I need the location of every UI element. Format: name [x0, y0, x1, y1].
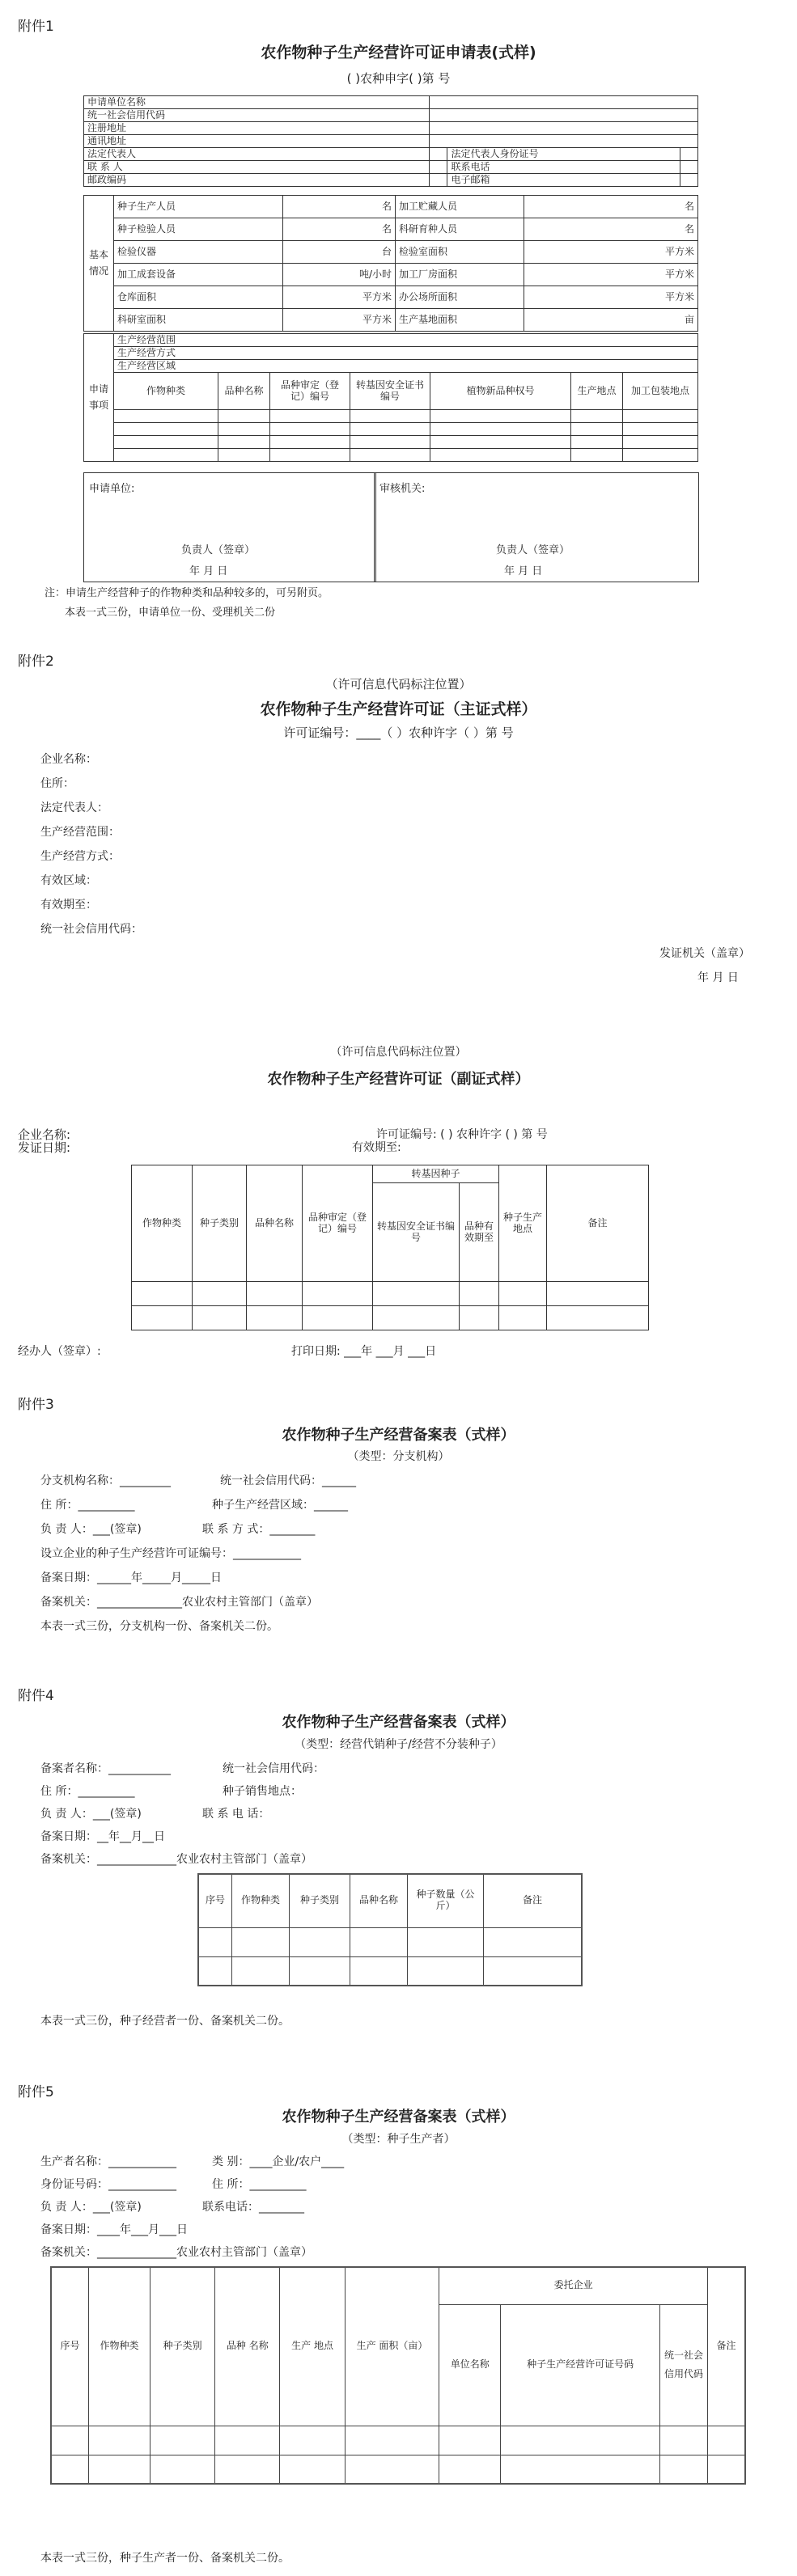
attachment-5-label: 附件5 [18, 2084, 54, 2100]
sub-company: 企业名称: [18, 1127, 71, 1142]
basic-unit: 平方米 [283, 309, 396, 332]
sub-print-date: 打印日期: ___年 ___月 ___日 [291, 1345, 437, 1358]
form3-type: （类型：分支机构） [347, 1450, 450, 1463]
form5-line: 本表一式三份，种子生产者一份、备案机关二份。 [40, 2552, 290, 2565]
sub-header: 作物种类 [132, 1165, 193, 1282]
form3-line: 负 责 人：___(签章) [40, 1523, 142, 1536]
apply-header: 植物新品种权号 [430, 373, 571, 410]
apply-header: 转基因安全证书编号 [350, 373, 430, 410]
license-number-line: 许可证编号：____（ ）农种许字（ ）第 号 [283, 725, 514, 740]
review-responsible: 负责人（签章） [496, 544, 570, 556]
basic-cell: 加工成套设备 [114, 264, 283, 286]
form4-header: 作物种类 [232, 1874, 290, 1927]
form3-line: 备案日期：______年_____月_____日 [40, 1571, 222, 1584]
form3-line: 设立企业的种子生产经营许可证编号：____________ [40, 1547, 301, 1560]
basic-unit: 亩 [524, 309, 698, 332]
form4-header: 序号 [198, 1874, 232, 1927]
row-label: 联系电话 [447, 161, 680, 174]
form4-line: 联 系 电 话： [202, 1808, 270, 1821]
form5-title: 农作物种子生产经营备案表（式样） [282, 2109, 515, 2126]
applicant-label: 申请单位: [89, 483, 135, 495]
sub-number: 许可证编号: ( ) 农种许字 ( ) 第 号 [376, 1128, 548, 1141]
basic-unit: 名 [283, 218, 396, 241]
basic-cell: 科研室面积 [114, 309, 283, 332]
license-code-position: （许可信息代码标注位置） [325, 677, 472, 692]
form4-line: 本表一式三份，种子经营者一份、备案机关二份。 [40, 2015, 290, 2028]
license-field: 法定代表人： [40, 802, 108, 814]
review-label: 审核机关: [379, 483, 426, 495]
basic-unit: 平方米 [283, 286, 396, 309]
apply-header: 品种审定（登记）编号 [270, 373, 350, 410]
applicant-responsible: 负责人（签章） [181, 544, 256, 556]
form4-line: 备案者名称：___________ [40, 1762, 171, 1775]
form5-line: 备案日期：____年___月___日 [40, 2223, 188, 2236]
license-field: 住所： [40, 777, 74, 790]
form5-line: 住 所：__________ [212, 2178, 307, 2191]
form3-line: 统一社会信用代码：______ [220, 1474, 356, 1487]
form5-header: 作物种类 [89, 2267, 150, 2426]
attachment-2-label: 附件2 [18, 654, 54, 670]
row-label: 统一社会信用代码 [84, 109, 430, 122]
form4-line: 备案日期：__年__月__日 [40, 1830, 165, 1843]
basic-label: 基本情况 [84, 196, 114, 332]
basic-cell: 科研育种人员 [396, 218, 524, 241]
form5-type: （类型：种子生产者） [341, 2133, 456, 2146]
apply-header: 生产地点 [571, 373, 623, 410]
basic-cell: 仓库面积 [114, 286, 283, 309]
basic-cell: 检验室面积 [396, 241, 524, 264]
form1-apply-table [83, 333, 698, 462]
apply-row: 生产经营区域 [114, 360, 698, 373]
form5-line: 联系电话：________ [202, 2201, 304, 2214]
sub-header: 转基因安全证书编号 [373, 1183, 460, 1282]
attachment-3-label: 附件3 [18, 1397, 54, 1413]
form4-table [197, 1873, 583, 1986]
form4-header: 备注 [484, 1874, 583, 1927]
sub-header: 品种名称 [247, 1165, 303, 1282]
sub-header: 种子生产地点 [499, 1165, 547, 1282]
form4-header: 种子类别 [290, 1874, 350, 1927]
form5-subheader: 统一社会信用代码 [660, 2304, 708, 2426]
applicant-date: 年 月 日 [189, 565, 228, 577]
apply-header: 加工包装地点 [623, 373, 698, 410]
row-label: 联 系 人 [84, 161, 430, 174]
basic-unit: 平方米 [524, 286, 698, 309]
form3-title: 农作物种子生产经营备案表（式样） [282, 1427, 515, 1444]
form5-line: 身份证号码：____________ [40, 2178, 176, 2191]
license-field: 统一社会信用代码： [40, 923, 142, 936]
applicant-sign-box [83, 472, 376, 582]
review-sign-box [374, 472, 699, 582]
form3-line: 种子生产经营区域：______ [212, 1499, 348, 1512]
sub-issue-date: 发证日期: [18, 1140, 71, 1155]
basic-unit: 平方米 [524, 241, 698, 264]
form5-header: 生产 面积（亩） [345, 2267, 439, 2426]
form4-line: 统一社会信用代码： [223, 1762, 324, 1775]
form5-header: 品种 名称 [215, 2267, 280, 2426]
apply-row: 生产经营范围 [114, 334, 698, 347]
basic-cell: 种子生产人员 [114, 196, 283, 218]
row-label: 申请单位名称 [84, 96, 430, 109]
license-field: 有效期至： [40, 899, 97, 912]
form5-line: 负 责 人：___(签章) [40, 2201, 142, 2214]
basic-cell: 检验仪器 [114, 241, 283, 264]
sub-header: 品种有效期至 [460, 1183, 499, 1282]
attachment-1-label: 附件1 [18, 19, 54, 35]
form3-line: 备案机关：_______________农业农村主管部门（盖章） [40, 1596, 318, 1609]
sub-license-table [131, 1165, 649, 1330]
sub-valid: 有效期至: [352, 1141, 401, 1154]
basic-cell: 生产基地面积 [396, 309, 524, 332]
form1-basic-table [83, 195, 698, 332]
row-label: 法定代表人 [84, 148, 430, 161]
form3-line: 联 系 方 式：________ [202, 1523, 316, 1536]
basic-unit: 名 [524, 196, 698, 218]
sub-header: 备注 [547, 1165, 649, 1282]
basic-cell: 加工厂房面积 [396, 264, 524, 286]
apply-header: 作物种类 [114, 373, 218, 410]
form5-header: 种子类别 [150, 2267, 214, 2426]
license-issuer: 发证机关（盖章） [659, 947, 750, 960]
form5-entrust-header: 委托企业 [439, 2267, 708, 2304]
row-label: 注册地址 [84, 122, 430, 135]
row-label: 邮政编码 [84, 174, 430, 187]
form3-line: 本表一式三份，分支机构一份、备案机关二份。 [40, 1620, 278, 1633]
form1-note: 注：申请生产经营种子的作物种类和品种较多的，可另附页。 [45, 587, 329, 599]
basic-unit: 台 [283, 241, 396, 264]
apply-row: 生产经营方式 [114, 347, 698, 360]
basic-unit: 平方米 [524, 264, 698, 286]
form5-subheader: 种子生产经营许可证号码 [501, 2304, 660, 2426]
license-sub-title: 农作物种子生产经营许可证（副证式样） [267, 1071, 530, 1088]
form5-header: 生产 地点 [280, 2267, 345, 2426]
form4-title: 农作物种子生产经营备案表（式样） [282, 1714, 515, 1731]
form5-table [50, 2266, 746, 2485]
form1-copies-note: 本表一式三份，申请单位一份、受理机关二份 [65, 607, 276, 619]
form3-line: 住 所：__________ [40, 1499, 135, 1512]
row-label: 通讯地址 [84, 135, 430, 148]
form5-line: 生产者名称：____________ [40, 2155, 176, 2168]
form4-line: 负 责 人：___(签章) [40, 1808, 142, 1821]
license-main-title: 农作物种子生产经营许可证（主证式样） [260, 700, 537, 718]
form4-header: 品种名称 [350, 1874, 408, 1927]
form1-number-line: ( )农种申字( )第 号 [346, 71, 451, 86]
form4-type: （类型：经营代销种子/经营不分装种子） [295, 1738, 502, 1751]
license-field: 企业名称： [40, 753, 97, 766]
sub-operator: 经办人（签章）: [18, 1345, 101, 1358]
sub-header: 品种审定（登记）编号 [303, 1165, 373, 1282]
form4-header: 种子数量（公斤） [408, 1874, 484, 1927]
basic-unit: 名 [283, 196, 396, 218]
form5-line: 类 别：____企业/农户____ [212, 2155, 345, 2168]
form4-line: 种子销售地点： [223, 1785, 302, 1798]
form4-line: 住 所：__________ [40, 1785, 135, 1798]
license-field: 有效区域： [40, 874, 97, 887]
basic-cell: 种子检验人员 [114, 218, 283, 241]
form4-line: 备案机关：______________农业农村主管部门（盖章） [40, 1853, 312, 1866]
form5-subheader: 单位名称 [439, 2304, 501, 2426]
form1-application-table [83, 95, 698, 187]
basic-cell: 办公场所面积 [396, 286, 524, 309]
sub-header: 种子类别 [193, 1165, 247, 1282]
license-field: 生产经营方式： [40, 850, 120, 863]
review-date: 年 月 日 [504, 565, 543, 577]
row-label: 电子邮箱 [447, 174, 680, 187]
basic-unit: 吨/小时 [283, 264, 396, 286]
sub-header: 转基因种子 [373, 1165, 499, 1183]
apply-header: 品种名称 [218, 373, 270, 410]
form5-header: 备注 [707, 2267, 745, 2426]
attachment-4-label: 附件4 [18, 1688, 54, 1704]
apply-label: 申请事项 [84, 334, 114, 462]
form3-line: 分支机构名称：_________ [40, 1474, 171, 1487]
form5-line: 备案机关：______________农业农村主管部门（盖章） [40, 2246, 312, 2259]
basic-unit: 名 [524, 218, 698, 241]
row-label: 法定代表人身份证号 [447, 148, 680, 161]
form1-title: 农作物种子生产经营许可证申请表(式样) [261, 44, 536, 61]
license-field: 生产经营范围： [40, 826, 120, 839]
basic-cell: 加工贮藏人员 [396, 196, 524, 218]
form5-header: 序号 [51, 2267, 89, 2426]
license-date: 年 月 日 [697, 971, 739, 984]
license-code-position-2: （许可信息代码标注位置） [330, 1046, 467, 1059]
